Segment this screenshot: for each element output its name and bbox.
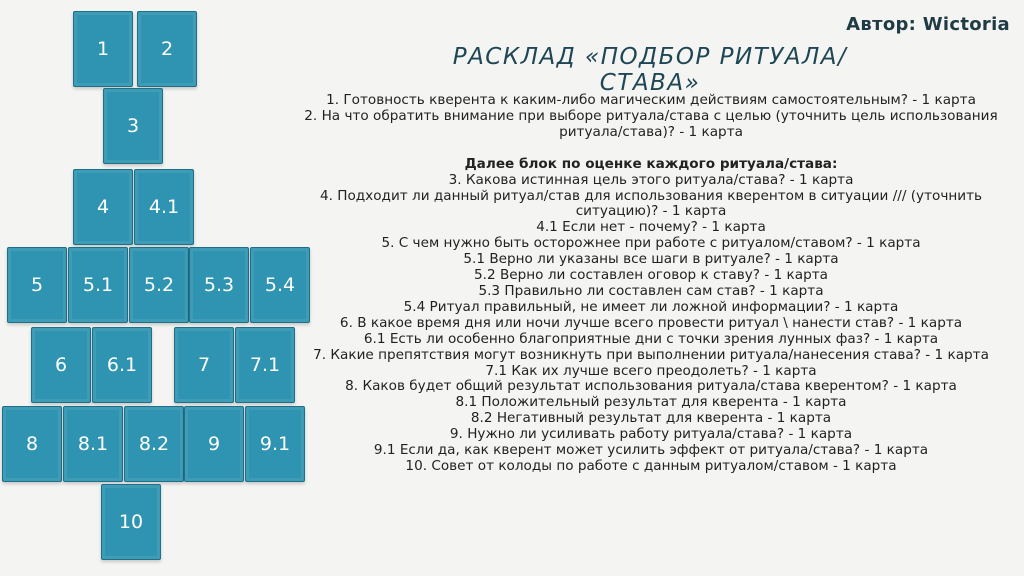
card-5-1: 5.1 (68, 247, 128, 323)
card-5-4: 5.4 (250, 247, 310, 323)
list-item: 9.1 Если да, как кверент может усилить эффект от ритуала/става? - 1 карта (373, 442, 929, 459)
card-9: 9 (184, 406, 244, 482)
card-4-1: 4.1 (134, 169, 194, 245)
card-6-1: 6.1 (92, 327, 152, 403)
card-8: 8 (2, 406, 62, 482)
card-7: 7 (174, 327, 234, 403)
card-7-1: 7.1 (235, 327, 295, 403)
card-1: 1 (73, 11, 133, 87)
list-item: 4.1 Если нет - почему? - 1 карта (536, 219, 766, 236)
card-9-1: 9.1 (245, 406, 305, 482)
list-item: 5.4 Ритуал правильный, не имеет ли ложной информации? - 1 карта (403, 298, 899, 315)
list-item: 5.1 Верно ли указаны все шаги в ритуале? - 1 карта (463, 251, 839, 268)
list-item: 5. С чем нужно быть осторожнее при работе с ритуалом/ставом? - 1 карта (381, 235, 921, 252)
card-4: 4 (73, 169, 133, 245)
card-5: 5 (7, 247, 67, 323)
list-item: 5.2 Верно ли составлен оговор к ставу? - 1 карта (474, 267, 828, 284)
author-label: Автор: Wictoria (846, 14, 1010, 35)
list-item: 8.2 Негативный результат для кверента - 1 карта (470, 410, 832, 427)
list-item: 1. Готовность кверента к каким-либо магическим действиям самостоятельным? - 1 карта (326, 92, 976, 108)
list-item: 2. На что обратить внимание при выборе ритуала/става с целью (уточнить цель использования ритуала/става)? - 1 карта (304, 107, 998, 140)
card-5-2: 5.2 (129, 247, 189, 323)
list-item: 8.1 Положительный результат для кверента - 1 карта (455, 394, 847, 411)
list-item: 4. Подходит ли данный ритуал/став для использования кверентом в ситуации /// (уточнить ситуацию)? - 1 карта (319, 187, 983, 220)
list-item: 5.3 Правильно ли составлен сам став? - 1 карта (478, 282, 824, 299)
card-8-2: 8.2 (124, 406, 184, 482)
list-item: 7. Какие препятствия могут возникнуть при выполнении ритуала/нанесения става? - 1 карта (313, 346, 989, 363)
card-10: 10 (101, 484, 161, 560)
list-item: 9. Нужно ли усиливать работу ритуала/става? - 1 карта (449, 426, 853, 443)
section-heading: Далее блок по оценке каждого ритуала/става: (464, 155, 838, 172)
list-spacer (286, 141, 1016, 157)
list-item: 6. В какое время дня или ночи лучше всего провести ритуал \ нанести став? - 1 карта (339, 314, 963, 331)
card-3: 3 (103, 88, 163, 164)
list-item: 7.1 Как их лучше всего преодолеть? - 1 карта (485, 362, 817, 379)
question-list (286, 93, 1016, 475)
card-5-3: 5.3 (189, 247, 249, 323)
list-item: 10. Совет от колоды по работе с данным ритуалом/ставом - 1 карта (405, 457, 897, 474)
list-item: 8. Каков будет общий результат использования ритуала/става кверентом? - 1 карта (345, 378, 957, 395)
list-item: 3. Какова истинная цель этого ритуала/става? - 1 карта (448, 171, 854, 188)
list-item: 6.1 Есть ли особенно благоприятные дни с точки зрения лунных фаз? - 1 карта (363, 330, 939, 347)
card-2: 2 (137, 11, 197, 87)
card-6: 6 (31, 327, 91, 403)
page-title: РАСКЛАД «ПОДБОР РИТУАЛА/СТАВА» (452, 44, 848, 96)
card-8-1: 8.1 (63, 406, 123, 482)
